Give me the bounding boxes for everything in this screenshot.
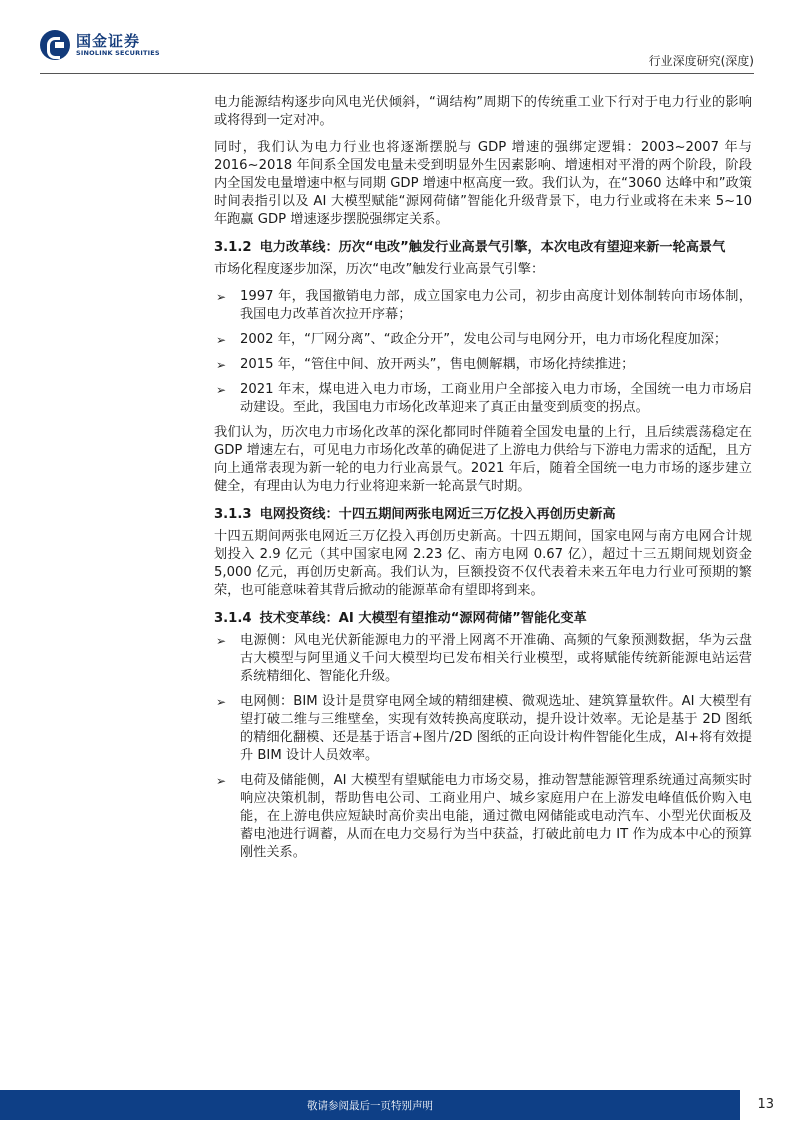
page-header <box>0 0 794 80</box>
list-item: ➢ 1997 年，我国撤销电力部，成立国家电力公司，初步由高度计划体制转向市场体制，我国电力改革首次拉开序幕； <box>216 289 752 322</box>
section-heading-3-1-4 <box>214 610 752 628</box>
footer-disclaimer: 敬请参阅最后一页特别声明 <box>307 1100 433 1112</box>
list-item: ➢ 电荷及储能侧，AI 大模型有望赋能电力市场交易，推动智慧能源管理系统通过高频实时响应决策机制，帮助售电公司、工商业用户、城乡家庭用户在上游发电峰值低价购入电能，在上游电供应短缺时高价卖出电能，通过微电网储能或电动汽车、小型光伏面板及蓄电池进行调蓄，从而在电力交易行为当中获益，打破此前电力 IT 作为成本中心的预算刚性关系。 <box>216 773 752 860</box>
list-item: ➢ 2021 年末，煤电进入电力市场，工商业用户全部接入电力市场，全国统一电力市场启动建设。至此，我国电力市场化改革迎来了真正由量变到质变的拐点。 <box>216 382 752 415</box>
paragraph: 同时，我们认为电力行业也将逐渐摆脱与 GDP 增速的强绑定逻辑：2003~2007 年与 2016~2018 年间系全国发电量未受到明显外生因素影响、增速相对平滑的两个阶段，阶段内全国发电量增速中枢与同期 GDP 增速中枢高度一致。我们认为，在“3060 达峰中和”政策时间表指引以及 AI 大模型赋能“源网荷储”智能化升级背景下，电力行业或将在未来 5~10 年跑赢 GDP 增速逐步摆脱强绑定关系。 <box>214 140 752 227</box>
paragraph: 我们认为，历次电力市场化改革的深化都同时伴随着全国发电量的上行，且后续震荡稳定在 GDP 增速左右，可见电力市场化改革的确促进了上游电力供给与下游电力需求的适配，且方向上通常表现为新一轮的电力行业高景气。2021 年后，随着全国统一电力市场的逐步建立健全，有理由认为电力行业将迎来新一轮高景气时期。 <box>214 425 752 494</box>
section-title: 电力改革线：历次“电改”触发行业高景气引擎，本次电改有望迎来新一轮高景气 <box>259 240 726 255</box>
arrow-bullet-icon: ➢ <box>216 774 227 788</box>
page-footer <box>0 1090 794 1123</box>
logo-chinese-name: 国金证券 <box>76 31 141 50</box>
bullet-list <box>214 632 752 862</box>
report-type-label: 行业深度研究(深度) <box>648 54 754 68</box>
section-title: 电网投资线：十四五期间两张电网近三万亿投入再创历史新高 <box>259 507 616 522</box>
bullet-list <box>214 288 752 417</box>
logo-icon <box>40 30 70 60</box>
paragraph: 电力能源结构逐步向风电光伏倾斜，“调结构”周期下的传统重工业下行对于电力行业的影响或将得到一定对冲。 <box>214 95 752 128</box>
list-item: ➢ 2015 年，“管住中间、放开两头”，售电侧解耦，市场化持续推进； <box>216 357 635 372</box>
list-item: ➢ 电网侧：BIM 设计是贯穿电网全域的精细建模、微观选址、建筑算量软件。AI 大模型有望打破二维与三维壁垒，实现有效转换高度联动，提升设计效率。无论是基于 2D 图纸的精细化翻模、还是基于语言+图片/2D 图纸的正向设计构件智能化生成，AI+将有效提升 BIM 设计人员效率。 <box>216 694 752 763</box>
paragraph: 市场化程度逐步加深，历次“电改”触发行业高景气引擎： <box>214 262 545 277</box>
list-item: ➢ 2002 年，“厂网分离”、“政企分开”，发电公司与电网分开，电力市场化程度加深； <box>216 332 728 347</box>
header-divider <box>40 73 754 74</box>
section-heading-3-1-3 <box>214 506 752 524</box>
company-logo <box>40 30 160 60</box>
paragraph: 十四五期间两张电网近三万亿投入再创历史新高。十四五期间，国家电网与南方电网合计规划投入 2.9 亿元（其中国家电网 2.23 亿、南方电网 0.67 亿），超过十三五期间规划资金 5,000 亿元，再创历史新高。我们认为，巨额投资不仅代表着未来五年电力行业可预期的繁荣，也可能意味着其背后掀动的能源革命有望即将到来。 <box>214 529 752 598</box>
arrow-bullet-icon: ➢ <box>216 358 227 372</box>
page-number: 13 <box>757 1097 774 1112</box>
arrow-bullet-icon: ➢ <box>216 383 227 397</box>
arrow-bullet-icon: ➢ <box>216 634 227 648</box>
main-content <box>214 94 752 869</box>
section-number: 3.1.4 <box>214 611 252 626</box>
arrow-bullet-icon: ➢ <box>216 695 227 709</box>
section-number: 3.1.3 <box>214 507 252 522</box>
logo-english-name: SINOLINK SECURITIES <box>76 48 160 57</box>
arrow-bullet-icon: ➢ <box>216 290 227 304</box>
arrow-bullet-icon: ➢ <box>216 333 227 347</box>
list-item: ➢ 电源侧：风电光伏新能源电力的平滑上网离不开准确、高频的气象预测数据，华为云盘古大模型与阿里通义千问大模型均已发布相关行业模型，或将赋能传统新能源电站运营系统精细化、智能化升级。 <box>216 633 752 684</box>
section-heading-3-1-2 <box>214 239 752 257</box>
section-title: 技术变革线：AI 大模型有望推动“源网荷储”智能化变革 <box>259 611 587 626</box>
section-number: 3.1.2 <box>214 240 252 255</box>
